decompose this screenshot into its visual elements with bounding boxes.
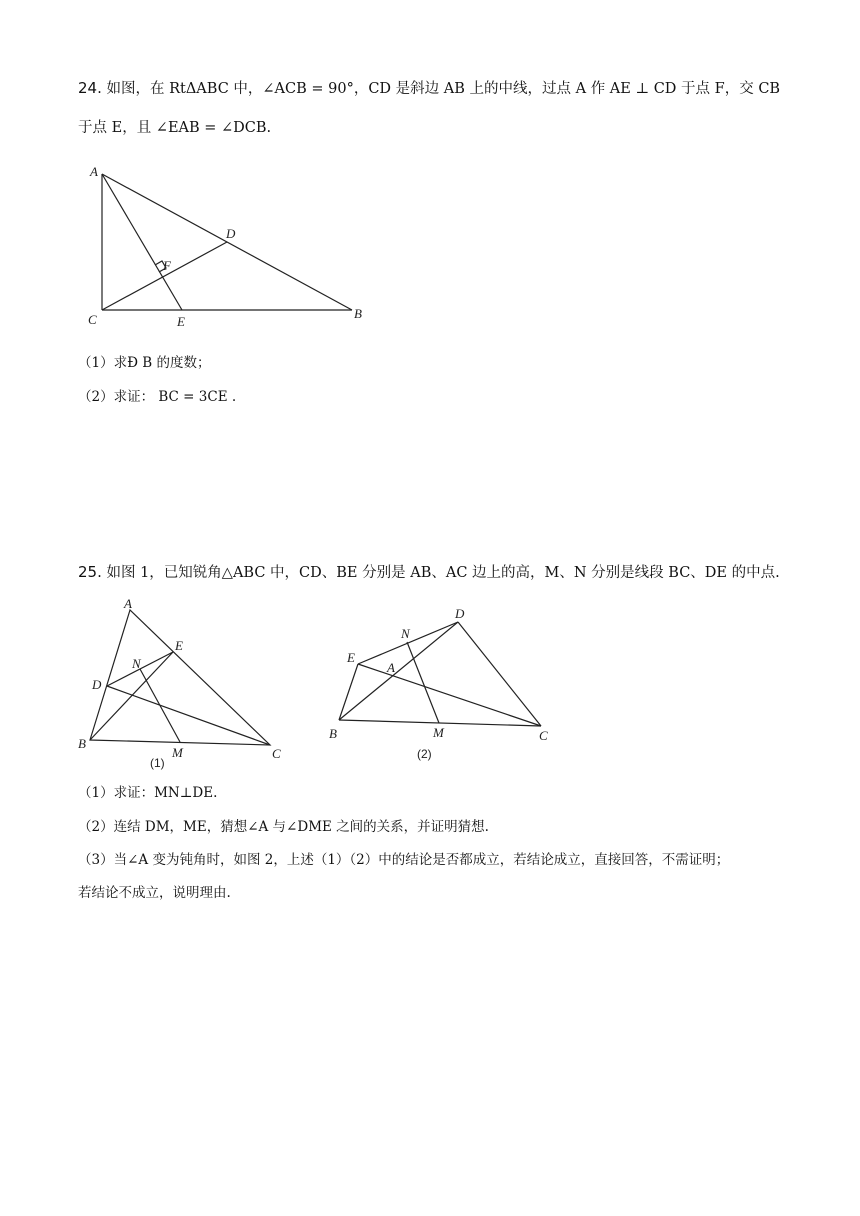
label-m: M — [172, 745, 183, 760]
q25-part2: （2）连结 DM，ME，猜想∠A 与∠DME 之间的关系，并证明猜想. — [78, 819, 489, 835]
label-e: E — [177, 314, 185, 329]
q25-part1: （1）求证：MN⊥DE. — [78, 785, 218, 801]
q25-number: 25. — [78, 563, 102, 581]
label-m: M — [433, 725, 444, 740]
caption-2: (2) — [417, 747, 432, 761]
q25-figure-2 — [325, 602, 560, 772]
segment-bd — [339, 622, 458, 720]
caption-1: (1) — [150, 756, 165, 770]
q25-line1 — [78, 562, 780, 583]
segment-ae — [102, 174, 182, 310]
q24-number: 24. — [78, 79, 102, 97]
label-f: F — [163, 258, 171, 273]
q25-part3-line1: （3）当∠A 变为钝角时，如图 2，上述（1）（2）中的结论是否都成立，若结论成立，直接回答，不需证明； — [78, 852, 730, 868]
segment-cd — [102, 242, 227, 310]
segment-cd — [107, 686, 270, 745]
label-n: N — [401, 626, 410, 641]
label-e: E — [347, 650, 355, 665]
label-c: C — [88, 312, 97, 327]
triangle-abc — [90, 610, 270, 745]
q24-figure — [80, 160, 380, 335]
q24-line2: 于点 E，且 ∠EAB = ∠DCB. — [78, 120, 272, 136]
label-b: B — [354, 306, 362, 321]
q25-text-line1: 如图 1，已知锐角△ABC 中，CD、BE 分别是 AB、AC 边上的高，M、N 分别是线段 BC、DE 的中点. — [106, 565, 780, 581]
segment-ec — [358, 664, 541, 726]
label-b: B — [329, 726, 337, 741]
label-n: N — [132, 656, 141, 671]
q25-part3-line2: 若结论不成立，说明理由. — [78, 885, 231, 901]
segment-mn — [140, 669, 180, 742]
label-c: C — [272, 746, 281, 761]
label-e: E — [175, 638, 183, 653]
label-d: D — [226, 226, 236, 241]
label-a: A — [124, 596, 132, 611]
q25-figure-1 — [76, 592, 291, 777]
q24-text-line1: 如图，在 RtΔABC 中，∠ACB = 90°，CD 是斜边 AB 上的中线，过点 A 作 AE ⊥ CD 于点 F，交 CB — [106, 81, 781, 97]
q24-part2: （2）求证： BC = 3CE . — [78, 389, 237, 405]
label-a: A — [90, 164, 98, 179]
label-d: D — [92, 677, 102, 692]
label-c: C — [539, 728, 548, 743]
q24-part1: （1）求Ð B 的度数； — [78, 355, 211, 371]
label-a: A — [387, 660, 395, 675]
segment-dc — [458, 622, 541, 726]
q24-line1 — [78, 78, 780, 99]
label-b: B — [78, 736, 86, 751]
label-d: D — [455, 606, 465, 621]
